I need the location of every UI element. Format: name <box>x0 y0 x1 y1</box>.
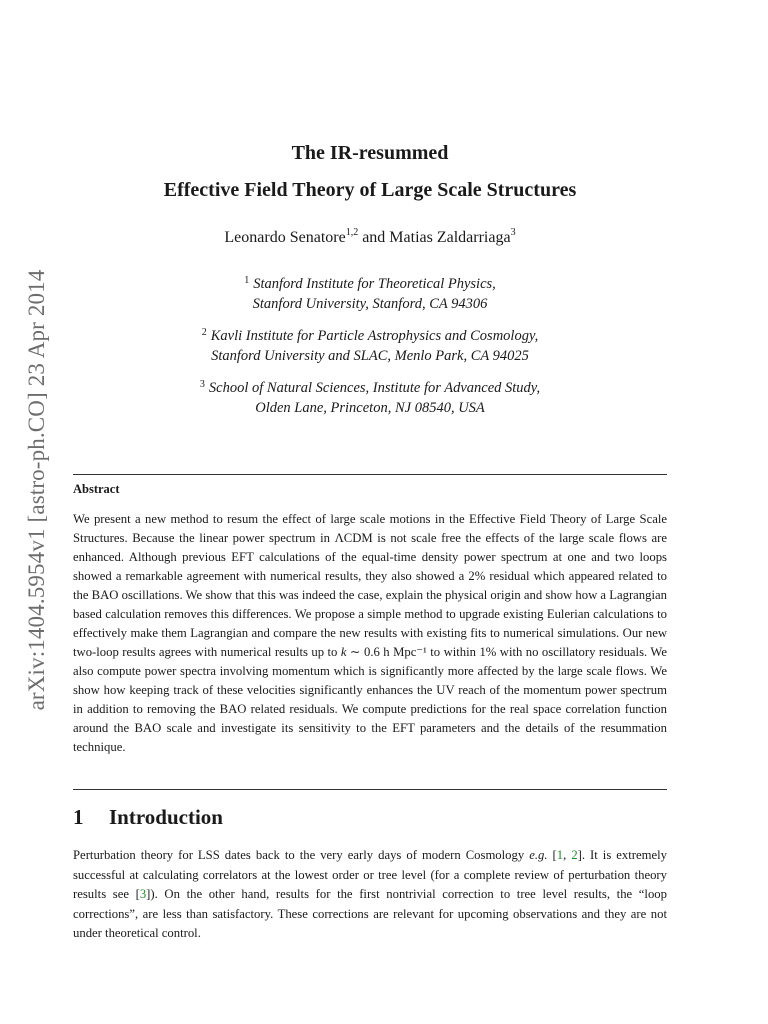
author-name: Leonardo Senatore <box>224 229 346 246</box>
abstract-top-rule <box>73 474 667 475</box>
affiliation-line: $^3$ School of Natural Sciences, Institute for Advanced Study, <box>199 379 541 396</box>
math-unit: h Mpc⁻¹ <box>383 645 427 659</box>
affiliation-line: $^1$ Stanford Institute for Theoretical Physics, <box>244 275 496 292</box>
affiliation-block <box>0 326 740 366</box>
section-heading <box>73 805 223 830</box>
author-line <box>0 229 740 247</box>
section-number: 1 <box>73 805 84 829</box>
affiliation-line: Stanford University and SLAC, Menlo Park, CA 94025 <box>211 348 529 364</box>
math-value: ∼ 0.6 <box>346 645 384 659</box>
citation-link[interactable]: 1 <box>556 848 564 862</box>
citation-link[interactable]: 3 <box>139 887 147 901</box>
affiliation-mark: 3 <box>199 379 205 390</box>
author-affiliation-mark: 3 <box>510 227 516 238</box>
abstract-bottom-rule <box>73 789 667 790</box>
affiliation-line: Olden Lane, Princeton, NJ 08540, USA <box>255 400 485 416</box>
paper-title-line-2: Effective Field Theory of Large Scale Structures <box>163 179 577 201</box>
affiliation-mark: 2 <box>201 327 207 338</box>
paper-title-line-1: The IR-resummed <box>291 142 449 164</box>
math-variable: k <box>340 645 347 659</box>
introduction-paragraph: Perturbation theory for LSS dates back to the very early days of modern Cosmology e.g. [1, 2]. It is extremely successful at calculating correlators at the lowest order or tree level (for a complete review of perturbation theory results see [3]). On the other hand, results for the first nontrivial correction to tree level results, the “loop corrections”, are less than satisfactory. These corrections are relevant for upcoming observations and they are not under theoretical control. <box>73 848 668 940</box>
author-name: Matias Zaldarriaga <box>389 229 511 246</box>
author-conjunction: and <box>362 229 386 246</box>
emphasis-text: e.g. <box>529 848 548 862</box>
arxiv-side-stamp <box>16 252 58 728</box>
affiliation-line: $^2$ Kavli Institute for Particle Astrophysics and Cosmology, <box>201 327 539 344</box>
abstract-text: We present a new method to resum the effect of large scale motions in the Effective Field Theory of Large Scale Structures. Because the linear power spectrum in ΛCDM is not scale free the effects of the large scale flows are enhanced. Although previous EFT calculations of the equal-time density power spectrum at one and two loops showed a remarkable agreement with numerical results, they also showed a 2% residual which appeared related to the BAO oscillations. We show that this was indeed the case, explain the physical origin and show how a Lagrangian based calculation removes this differences. We propose a simple method to upgrade existing Eulerian calculations to effectively make them Lagrangian and compare the new results with existing fits to numerical simulations. Our new two-loop results agrees with numerical results up to k ∼ 0.6 h Mpc⁻¹ to within 1% with no oscillatory residuals. We also compute power spectra involving momentum which is significantly more affected by the large scale flows. We show how keeping track of these velocities significantly enhances the UV reach of the momentum power spectrum in addition to removing the BAO related residuals. We compute predictions for the real space correlation function around the BAO scale and investigate its sensitivity to the EFT parameters and the details of the resummation technique. <box>73 512 667 754</box>
arxiv-identifier: arXiv:1404.5954v1 [astro-ph.CO] 23 Apr 2014 <box>24 269 49 711</box>
affiliation-line: Stanford University, Stanford, CA 94306 <box>252 296 488 312</box>
section-title: Introduction <box>109 805 223 829</box>
affiliation-mark: 1 <box>244 275 250 286</box>
author-affiliation-mark: 1,2 <box>345 227 359 238</box>
citation-link[interactable]: 2 <box>571 848 578 862</box>
affiliation-block <box>0 378 740 418</box>
affiliation-block <box>0 274 740 314</box>
abstract-heading: Abstract <box>73 482 120 496</box>
